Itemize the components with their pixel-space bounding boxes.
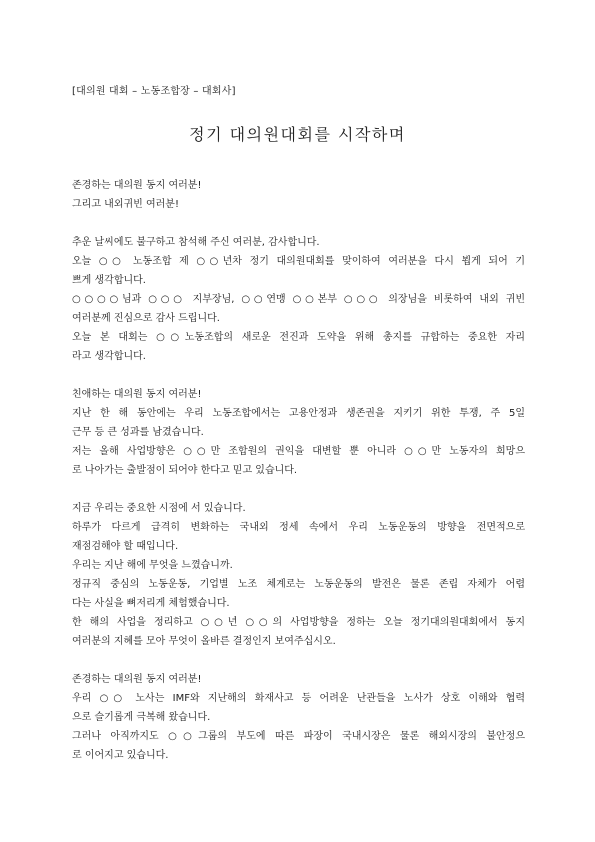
text-line: 그리고 내외귀빈 여러분! bbox=[72, 199, 179, 210]
text-line: 라고 생각합니다. bbox=[72, 351, 146, 362]
text-line: 하루가 다르게 급격히 변화하는 국내외 정세 속에서 우리 노동운동의 방향을 전면적으로 bbox=[72, 522, 525, 533]
paragraph-gap bbox=[72, 651, 525, 670]
document-category-tag: [대의원 대회 – 노동조합장 – 대회사] bbox=[72, 86, 236, 97]
paragraph-achievements bbox=[72, 385, 525, 480]
text-line: 정규직 중심의 노동운동, 기업별 노조 체계로는 노동운동의 발전은 물론 존립 자체가 어렵 bbox=[72, 579, 525, 590]
paragraph-thanks bbox=[72, 233, 525, 366]
text-line: 존경하는 대의원 동지 여러분! bbox=[72, 180, 202, 191]
text-line: 지금 우리는 중요한 시점에 서 있습니다. bbox=[72, 503, 246, 514]
text-line: 오늘 ○○ 노동조합 제 ○○년차 정기 대의원대회를 맞이하여 여러분을 다시 뵙게 되어 기 bbox=[72, 256, 525, 267]
text-line: 추운 날씨에도 불구하고 참석해 주신 여러분, 감사합니다. bbox=[72, 237, 320, 248]
text-line: 한 해의 사업을 정리하고 ○○년 ○○의 사업방향을 정하는 오늘 정기대의원대회에서 동지 bbox=[72, 617, 525, 628]
text-line: 여러분께 진심으로 감사 드립니다. bbox=[72, 313, 220, 324]
paragraph-greeting bbox=[72, 176, 525, 214]
paragraph-gap bbox=[72, 480, 525, 499]
document-body bbox=[72, 176, 525, 765]
text-line: 지난 한 해 동안에는 우리 노동조합에서는 고용안정과 생존권을 지키기 위한 투쟁, 주 5일 bbox=[72, 408, 525, 419]
text-line: 저는 올해 사업방향은 ○○만 조합원의 권익을 대변할 뿐 아니라 ○○만 노동자의 희망으 bbox=[72, 446, 525, 457]
text-line: 로 나아가는 출발점이 되어야 한다고 믿고 있습니다. bbox=[72, 465, 298, 476]
text-line: ○○○○님과 ○○○ 지부장님, ○○연맹 ○○본부 ○○○ 의장님을 비롯하여 내외 귀빈 bbox=[72, 294, 525, 305]
document-title: 정기 대의원대회를 시작하며 bbox=[189, 125, 406, 144]
text-line: 으로 슬기롭게 극복해 왔습니다. bbox=[72, 712, 211, 723]
paragraph-gap bbox=[72, 366, 525, 385]
paragraph-turning-point bbox=[72, 499, 525, 651]
text-line: 친애하는 대의원 동지 여러분! bbox=[72, 389, 202, 400]
text-line: 재점검해야 할 때입니다. bbox=[72, 541, 179, 552]
text-line: 로 이어지고 있습니다. bbox=[72, 750, 169, 761]
text-line: 여러분의 지혜를 모아 무엇이 올바른 결정인지 보여주십시오. bbox=[72, 636, 336, 647]
text-line: 우리는 지난 해에 무엇을 느꼈습니까. bbox=[72, 560, 233, 571]
text-line: 오늘 본 대회는 ○○노동조합의 새로운 전진과 도약을 위해 총지를 규합하는 중요한 자리 bbox=[72, 332, 525, 343]
text-line: 우리 ○○ 노사는 IMF와 지난해의 화재사고 등 어려운 난관들을 노사가 상호 이해와 협력 bbox=[72, 693, 525, 704]
text-line: 근무 등 큰 성과를 남겼습니다. bbox=[72, 427, 204, 438]
paragraph-gap bbox=[72, 214, 525, 233]
text-line: 그러나 아직까지도 ○○그룹의 부도에 따른 파장이 국내시장은 물론 해외시장의 불안정으 bbox=[72, 731, 525, 742]
text-line: 다는 사실을 뼈저리게 체험했습니다. bbox=[72, 598, 230, 609]
text-line: 쁘게 생각합니다. bbox=[72, 275, 146, 286]
paragraph-cooperation bbox=[72, 670, 525, 765]
text-line: 존경하는 대의원 동지 여러분! bbox=[72, 674, 202, 685]
